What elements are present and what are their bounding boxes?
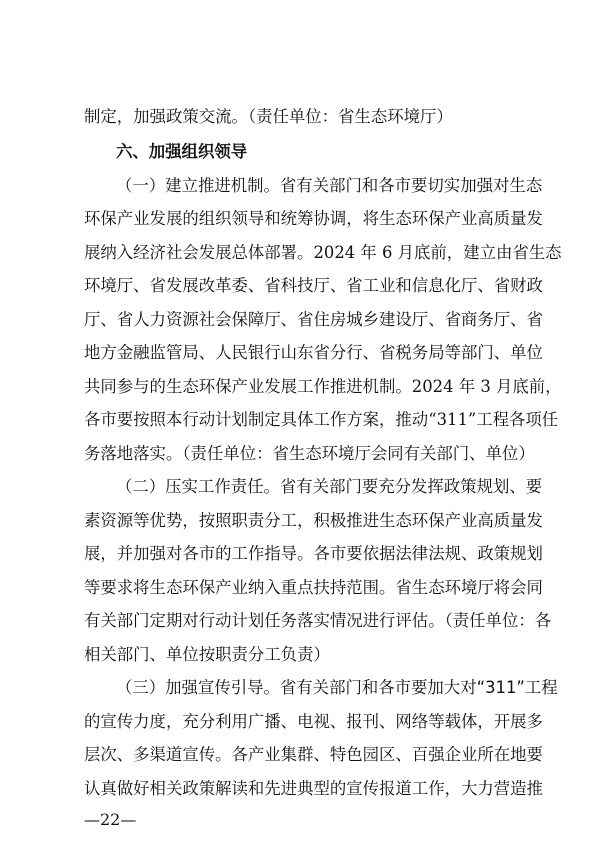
text-line: 制定，加强政策交流。（责任单位：省生态环境厅） xyxy=(84,107,453,126)
text-line: 环境厅、省发展改革委、省科技厅、省工业和信息化厅、省财政 xyxy=(84,276,543,295)
text-line: （一）建立推进机制。省有关部门和各市要切实加强对生态 xyxy=(116,176,543,195)
text-line: 务落地落实。（责任单位：省生态环境厅会同有关部门、单位） xyxy=(84,444,535,463)
text-line: 的宣传力度，充分利用广播、电视、报刊、网络等载体，开展多 xyxy=(84,712,543,731)
text-line: 地方金融监管局、人民银行山东省分行、省税务局等部门、单位 xyxy=(84,343,543,362)
text-line: 各市要按照本行动计划制定具体工作方案，推动“311”工程各项任 xyxy=(84,410,559,429)
text-line: 展纳入经济社会发展总体部署。2024 年 6 月底前，建立由省生态 xyxy=(84,243,562,262)
page-number: —22— xyxy=(84,810,137,829)
text-line: 素资源等优势，按照职责分工，积极推进生态环保产业高质量发 xyxy=(84,511,543,530)
text-line: （三）加强宣传引导。省有关部门和各市要加大对“311”工程 xyxy=(116,678,558,697)
text-line: 相关部门、单位按职责分工负责） xyxy=(84,645,330,664)
text-line: 认真做好相关政策解读和先进典型的宣传报道工作，大力营造推 xyxy=(84,779,543,798)
text-line: 环保产业发展的组织领导和统筹协调，将生态环保产业高质量发 xyxy=(84,209,543,228)
text-line: 有关部门定期对行动计划任务落实情况进行评估。（责任单位：各 xyxy=(84,611,552,630)
text-line: 厅、省人力资源社会保障厅、省住房城乡建设厅、省商务厅、省 xyxy=(84,310,543,329)
text-line: 共同参与的生态环保产业发展工作推进机制。2024 年 3 月底前， xyxy=(84,377,562,396)
text-line: （二）压实工作责任。省有关部门要充分发挥政策规划、要 xyxy=(116,477,543,496)
text-line: 等要求将生态环保产业纳入重点扶持范围。省生态环境厅将会同 xyxy=(84,578,543,597)
section-heading: 六、加强组织领导 xyxy=(116,142,248,161)
text-line: 层次、多渠道宣传。各产业集群、特色园区、百强企业所在地要 xyxy=(84,745,543,764)
text-line: 展，并加强对各市的工作指导。各市要依据法律法规、政策规划 xyxy=(84,544,543,563)
